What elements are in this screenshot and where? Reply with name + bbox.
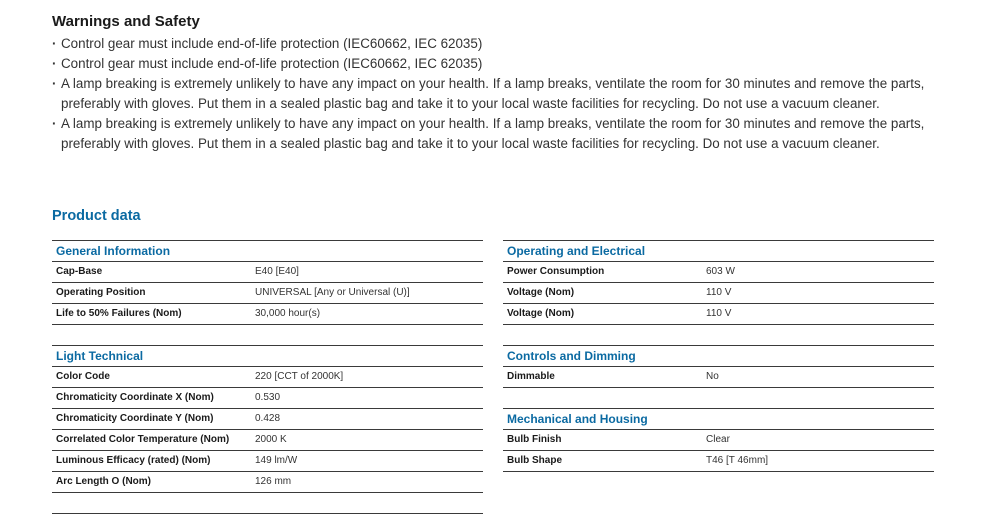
product-data-right-column: [503, 240, 934, 492]
spec-label: Voltage (Nom): [507, 287, 575, 298]
spec-value: No: [706, 371, 719, 382]
spec-label: Bulb Finish: [507, 434, 562, 445]
spec-label: Color Code: [56, 371, 110, 382]
spec-row: [503, 430, 934, 451]
spec-label: Chromaticity Coordinate Y (Nom): [56, 413, 214, 424]
spec-value: 110 V: [706, 308, 732, 319]
spec-row: [503, 367, 934, 388]
product-data-left-column: [52, 240, 483, 514]
spec-value: 603 W: [706, 266, 735, 277]
spec-row: [503, 262, 934, 283]
group-title-operating-electrical: Operating and Electrical: [503, 240, 934, 262]
spec-label: Luminous Efficacy (rated) (Nom): [56, 455, 211, 466]
spec-row: [52, 304, 483, 325]
warning-item: · A lamp breaking is extremely unlikely to have any impact on your health. If a lamp breaks, ventilate the room for 30 minutes and remove the parts, preferably with gloves. Put them in a sealed plastic bag and take it to your local waste facilities for recycling. Do not use a vacuum cleaner.: [52, 74, 932, 114]
spec-row: [503, 304, 934, 325]
spec-value: 126 mm: [255, 476, 292, 487]
group-spacer: [52, 493, 483, 513]
divider: [52, 513, 483, 514]
spec-row: [52, 262, 483, 283]
warnings-list: [52, 34, 932, 154]
spec-value: 30,000 hour(s): [255, 308, 321, 319]
warning-item: · A lamp breaking is extremely unlikely to have any impact on your health. If a lamp breaks, ventilate the room for 30 minutes and remove the parts, preferably with gloves. Put them in a sealed plastic bag and take it to your local waste facilities for recycling. Do not use a vacuum cleaner.: [52, 114, 932, 154]
spec-label: Voltage (Nom): [507, 308, 575, 319]
spec-label: Bulb Shape: [507, 455, 563, 466]
spec-value: T46 [T 46mm]: [706, 455, 769, 466]
spec-value: UNIVERSAL [Any or Universal (U)]: [255, 287, 410, 298]
group-spacer: [503, 388, 934, 408]
spec-row: [52, 367, 483, 388]
spec-value: 2000 K: [255, 434, 287, 445]
group-spacer: [52, 325, 483, 345]
spec-row: [52, 388, 483, 409]
spec-label: Power Consumption: [507, 266, 605, 277]
spec-label: Chromaticity Coordinate X (Nom): [56, 392, 214, 403]
spec-row: [52, 451, 483, 472]
spec-value: 0.428: [255, 413, 281, 424]
spec-label: Life to 50% Failures (Nom): [56, 308, 182, 319]
spec-label: Arc Length O (Nom): [56, 476, 151, 487]
spec-row: [503, 283, 934, 304]
group-title-light-technical: Light Technical: [52, 345, 483, 367]
group-spacer: [503, 472, 934, 492]
group-title-general-information: General Information: [52, 240, 483, 262]
spec-value: E40 [E40]: [255, 266, 299, 277]
product-data-title: Product data: [52, 208, 141, 224]
group-title-mechanical-housing: Mechanical and Housing: [503, 408, 934, 430]
spec-label: Cap-Base: [56, 266, 103, 277]
spec-label: Operating Position: [56, 287, 146, 298]
spec-value: 110 V: [706, 287, 732, 298]
warning-item: · Control gear must include end-of-life protection (IEC60662, IEC 62035): [52, 34, 932, 54]
spec-label: Dimmable: [507, 371, 555, 382]
spec-row: [52, 409, 483, 430]
spec-row: [503, 451, 934, 472]
warning-item: · Control gear must include end-of-life protection (IEC60662, IEC 62035): [52, 54, 932, 74]
spec-value: Clear: [706, 434, 730, 445]
spec-row: [52, 430, 483, 451]
spec-value: 0.530: [255, 392, 281, 403]
warnings-section: [52, 12, 932, 154]
spec-value: 149 lm/W: [255, 455, 298, 466]
spec-label: Correlated Color Temperature (Nom): [56, 434, 230, 445]
warnings-title: Warnings and Safety: [52, 13, 200, 30]
spec-value: 220 [CCT of 2000K]: [255, 371, 344, 382]
group-spacer: [503, 325, 934, 345]
spec-row: [52, 472, 483, 493]
spec-row: [52, 283, 483, 304]
group-title-controls-dimming: Controls and Dimming: [503, 345, 934, 367]
